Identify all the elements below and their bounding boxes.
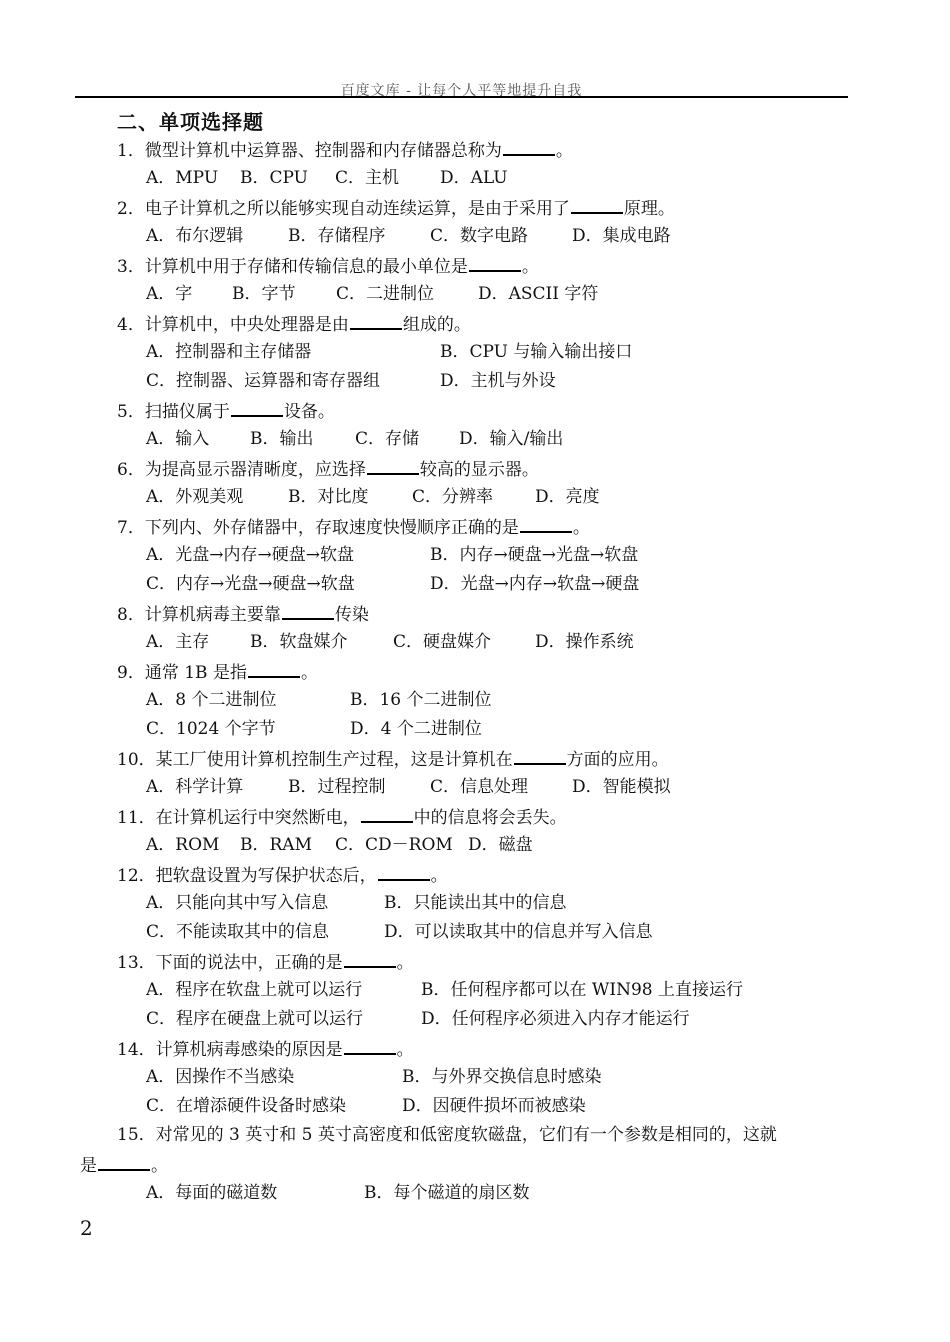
answer-blank bbox=[282, 602, 334, 620]
answer-blank bbox=[367, 457, 419, 475]
question-13: 13．下面的说法中，正确的是 。 bbox=[117, 950, 414, 974]
option-c: C．主机 bbox=[335, 168, 400, 188]
answer-blank bbox=[514, 747, 566, 765]
option-d: D．操作系统 bbox=[535, 632, 634, 652]
option-d: D．主机与外设 bbox=[440, 371, 556, 391]
option-c: C．在增添硬件设备时感染 bbox=[146, 1096, 347, 1116]
answer-blank bbox=[344, 950, 396, 968]
option-b: B．CPU bbox=[240, 168, 308, 188]
question-12: 12．把软盘设置为写保护状态后， 。 bbox=[117, 863, 448, 887]
option-a: A．8 个二进制位 bbox=[146, 690, 277, 710]
option-c: C．控制器、运算器和寄存器组 bbox=[146, 371, 381, 391]
option-c: C．不能读取其中的信息 bbox=[146, 922, 330, 942]
question-10: 10．某工厂使用计算机控制生产过程，这是计算机在 方面的应用。 bbox=[117, 747, 669, 771]
option-a: A．布尔逻辑 bbox=[146, 226, 244, 246]
option-d: D．任何程序必须进入内存才能运行 bbox=[421, 1009, 690, 1029]
header-rule bbox=[75, 96, 848, 98]
option-a: A．MPU bbox=[146, 168, 219, 188]
option-b: B．任何程序都可以在 WIN98 上直接运行 bbox=[421, 980, 743, 1000]
option-d: D．输入/输出 bbox=[459, 429, 564, 449]
question-7: 7．下列内、外存储器中，存取速度快慢顺序正确的是 。 bbox=[117, 515, 590, 539]
option-a: A．输入 bbox=[146, 429, 210, 449]
option-a: A．科学计算 bbox=[146, 777, 244, 797]
option-a: A．ROM bbox=[146, 835, 220, 855]
option-b: B．每个磁道的扇区数 bbox=[364, 1183, 530, 1203]
question-3: 3．计算机中用于存储和传输信息的最小单位是 。 bbox=[117, 254, 539, 278]
option-d: D．智能模拟 bbox=[572, 777, 671, 797]
option-d: D．可以读取其中的信息并写入信息 bbox=[384, 922, 653, 942]
answer-blank bbox=[350, 312, 402, 330]
answer-blank bbox=[248, 660, 300, 678]
question-8: 8．计算机病毒主要靠 传染 bbox=[117, 602, 369, 626]
option-b: B．过程控制 bbox=[288, 777, 386, 797]
option-a: A．因操作不当感染 bbox=[146, 1067, 295, 1087]
question-2: 2．电子计算机之所以能够实现自动连续运算，是由于采用了 原理。 bbox=[117, 196, 675, 220]
option-b: B．软盘媒介 bbox=[250, 632, 348, 652]
question-4: 4．计算机中，中央处理器是由 组成的。 bbox=[117, 312, 471, 336]
question-15: 15．对常见的 3 英寸和 5 英寸高密度和低密度软磁盘，它们有一个参数是相同的，这就 bbox=[117, 1125, 777, 1145]
option-a: A．字 bbox=[146, 284, 193, 304]
option-c: C．数字电路 bbox=[430, 226, 529, 246]
option-d: D．因硬件损坏而被感染 bbox=[402, 1096, 586, 1116]
option-c: C．分辨率 bbox=[412, 487, 494, 507]
option-d: D．集成电路 bbox=[572, 226, 671, 246]
option-b: B．对比度 bbox=[288, 487, 369, 507]
option-c: C．信息处理 bbox=[430, 777, 529, 797]
option-b: B．与外界交换信息时感染 bbox=[402, 1067, 602, 1087]
option-a: A．外观美观 bbox=[146, 487, 244, 507]
answer-blank bbox=[344, 1037, 396, 1055]
option-c: C．CD－ROM bbox=[335, 835, 453, 855]
option-c: C．程序在硬盘上就可以运行 bbox=[146, 1009, 364, 1029]
option-a: A．程序在软盘上就可以运行 bbox=[146, 980, 363, 1000]
question-1: 1．微型计算机中运算器、控制器和内存储器总称为 。 bbox=[117, 138, 573, 162]
option-c: C．内存→光盘→硬盘→软盘 bbox=[146, 574, 355, 594]
option-d: D．磁盘 bbox=[468, 835, 533, 855]
option-c: C．存储 bbox=[355, 429, 420, 449]
option-b: B．输出 bbox=[250, 429, 314, 449]
page-number: 2 bbox=[80, 1216, 93, 1240]
option-b: B．只能读出其中的信息 bbox=[384, 893, 567, 913]
answer-blank bbox=[520, 515, 572, 533]
option-a: A．光盘→内存→硬盘→软盘 bbox=[146, 545, 355, 565]
answer-blank bbox=[378, 863, 430, 881]
option-b: B．字节 bbox=[232, 284, 296, 304]
option-a: A．主存 bbox=[146, 632, 210, 652]
option-b: B．内存→硬盘→光盘→软盘 bbox=[430, 545, 639, 565]
answer-blank bbox=[98, 1153, 150, 1171]
option-c: C．1024 个字节 bbox=[146, 719, 276, 739]
question-11: 11．在计算机运行中突然断电， 中的信息将会丢失。 bbox=[117, 805, 567, 829]
option-a: A．每面的磁道数 bbox=[146, 1183, 278, 1203]
answer-blank bbox=[469, 254, 521, 272]
section-title: 二、单项选择题 bbox=[117, 110, 264, 134]
answer-blank bbox=[571, 196, 623, 214]
answer-blank bbox=[503, 138, 555, 156]
option-d: D．4 个二进制位 bbox=[350, 719, 482, 739]
option-d: D．ALU bbox=[440, 168, 508, 188]
option-d: D．光盘→内存→软盘→硬盘 bbox=[430, 574, 640, 594]
option-c: C．二进制位 bbox=[336, 284, 435, 304]
option-a: A．只能向其中写入信息 bbox=[146, 893, 329, 913]
option-c: C．硬盘媒介 bbox=[393, 632, 492, 652]
option-d: D．亮度 bbox=[535, 487, 600, 507]
question-15-continuation: 是 。 bbox=[80, 1153, 168, 1177]
option-b: B．16 个二进制位 bbox=[350, 690, 492, 710]
question-14: 14．计算机病毒感染的原因是 。 bbox=[117, 1037, 414, 1061]
page-header: 百度文库 - 让每个人平等地提升自我 bbox=[340, 83, 583, 99]
option-d: D．ASCII 字符 bbox=[478, 284, 599, 304]
option-b: B．CPU 与输入输出接口 bbox=[440, 342, 633, 362]
answer-blank bbox=[361, 805, 413, 823]
question-5: 5．扫描仪属于 设备。 bbox=[117, 399, 335, 423]
question-6: 6．为提高显示器清晰度，应选择 较高的显示器。 bbox=[117, 457, 539, 481]
option-b: B．RAM bbox=[240, 835, 312, 855]
question-9: 9．通常 1B 是指 。 bbox=[117, 660, 318, 684]
option-a: A．控制器和主存储器 bbox=[146, 342, 312, 362]
answer-blank bbox=[231, 399, 283, 417]
option-b: B．存储程序 bbox=[288, 226, 386, 246]
